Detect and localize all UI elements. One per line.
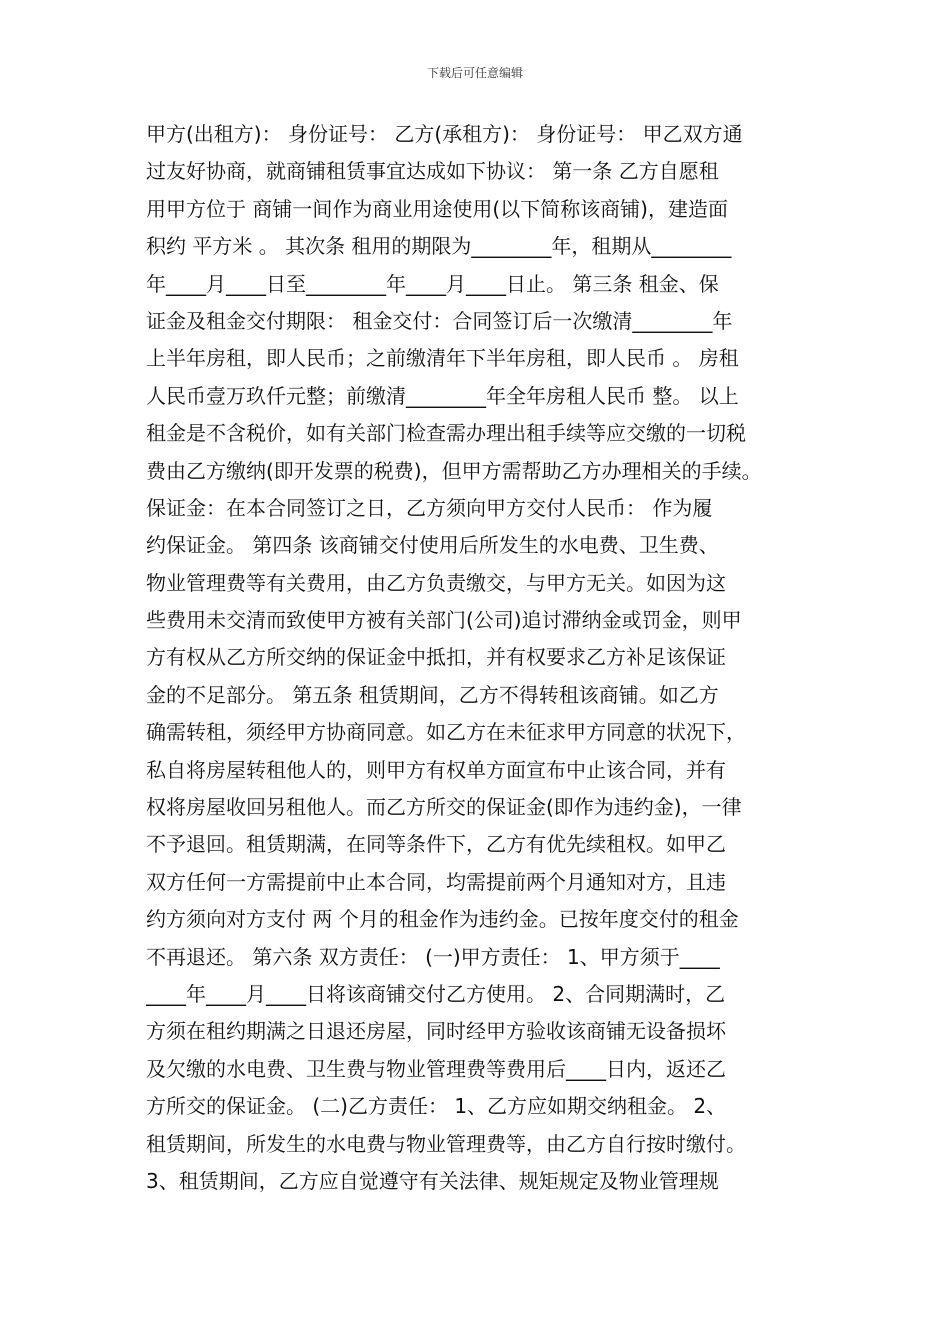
text-line: ____年____月____日将该商铺交付乙方使用。 2、合同期满时，乙 <box>146 981 726 1006</box>
text-line: 方有权从乙方所交纳的保证金中抵扣，并有权要求乙方补足该保证 <box>146 645 726 670</box>
text-line: 约方须向对方支付 两 个月的租金作为违约金。已按年度交付的租金 <box>146 907 739 932</box>
text-line: 私自将房屋转租他人的，则甲方有权单方面宣布中止该合同，并有 <box>146 757 726 782</box>
text-line: 金的不足部分。 第五条 租赁期间，乙方不得转租该商铺。如乙方 <box>146 682 719 707</box>
text-line: 租赁期间，所发生的水电费与物业管理费等，由乙方自行按时缴付。 <box>146 1131 746 1156</box>
text-line: 积约 平方米 。 其次条 租用的期限为________年，租期从________ <box>146 234 732 259</box>
text-line: 及欠缴的水电费、卫生费与物业管理费等费用后____日内，返还乙 <box>146 1056 726 1081</box>
text-line: 年____月____日至________年____月____日止。 第三条 租金、保 <box>146 271 719 296</box>
text-line: 方所交的保证金。 (二)乙方责任： 1、乙方应如期交纳租金。 2、 <box>146 1094 727 1119</box>
text-line: 些费用未交清而致使甲方被有关部门(公司)追讨滞纳金或罚金，则甲 <box>146 608 742 633</box>
text-line: 双方任何一方需提前中止本合同，均需提前两个月通知对方，且违 <box>146 869 726 894</box>
text-line: 权将房屋收回另租他人。而乙方所交的保证金(即作为违约金)，一律 <box>146 795 742 820</box>
text-line: 3、租赁期间，乙方应自觉遵守有关法律、规矩规定及物业管理规 <box>146 1168 719 1193</box>
text-line: 甲方(出租方)： 身份证号： 乙方(承租方)： 身份证号： 甲乙双方通 <box>146 122 743 146</box>
text-line: 证金及租金交付期限： 租金交付：合同签订后一次缴清________年 <box>146 308 733 333</box>
text-line: 确需转租，须经甲方协商同意。如乙方在未征求甲方同意的状况下， <box>146 720 746 745</box>
text-line: 方须在租约期满之日退还房屋，同时经甲方验收该商铺无设备损坏 <box>146 1019 726 1044</box>
text-line: 不予退回。租赁期满，在同等条件下，乙方有优先续租权。如甲乙 <box>146 832 726 857</box>
text-line: 不再退还。 第六条 双方责任： (一)甲方责任： 1、甲方须于____ <box>146 944 720 969</box>
text-line: 过友好协商，就商铺租赁事宜达成如下协议： 第一条 乙方自愿租 <box>146 159 719 184</box>
text-line: 租金是不含税价，如有关部门检查需办理出租手续等应交缴的一切税 <box>146 421 746 446</box>
text-line: 物业管理费等有关费用，由乙方负责缴交，与甲方无关。如因为这 <box>146 570 726 595</box>
text-line: 用甲方位于 商铺一间作为商业用途使用(以下简称该商铺)，建造面 <box>146 196 728 221</box>
text-line: 上半年房租，即人民币；之前缴清年下半年房租，即人民币 。 房租 <box>146 346 739 371</box>
text-line: 保证金：在本合同签订之日，乙方须向甲方交付人民币： 作为履 <box>146 495 713 520</box>
text-line: 人民币壹万玖仟元整；前缴清________年全年房租人民币 整。 以上 <box>146 383 739 408</box>
text-line: 费由乙方缴纳(即开发票的税费)，但甲方需帮助乙方办理相关的手续。 <box>146 458 762 483</box>
text-line: 约保证金。 第四条 该商铺交付使用后所发生的水电费、卫生费、 <box>146 533 719 558</box>
contract-body <box>146 116 806 1200</box>
page-header-note: 下载后可任意编辑 <box>426 66 523 80</box>
